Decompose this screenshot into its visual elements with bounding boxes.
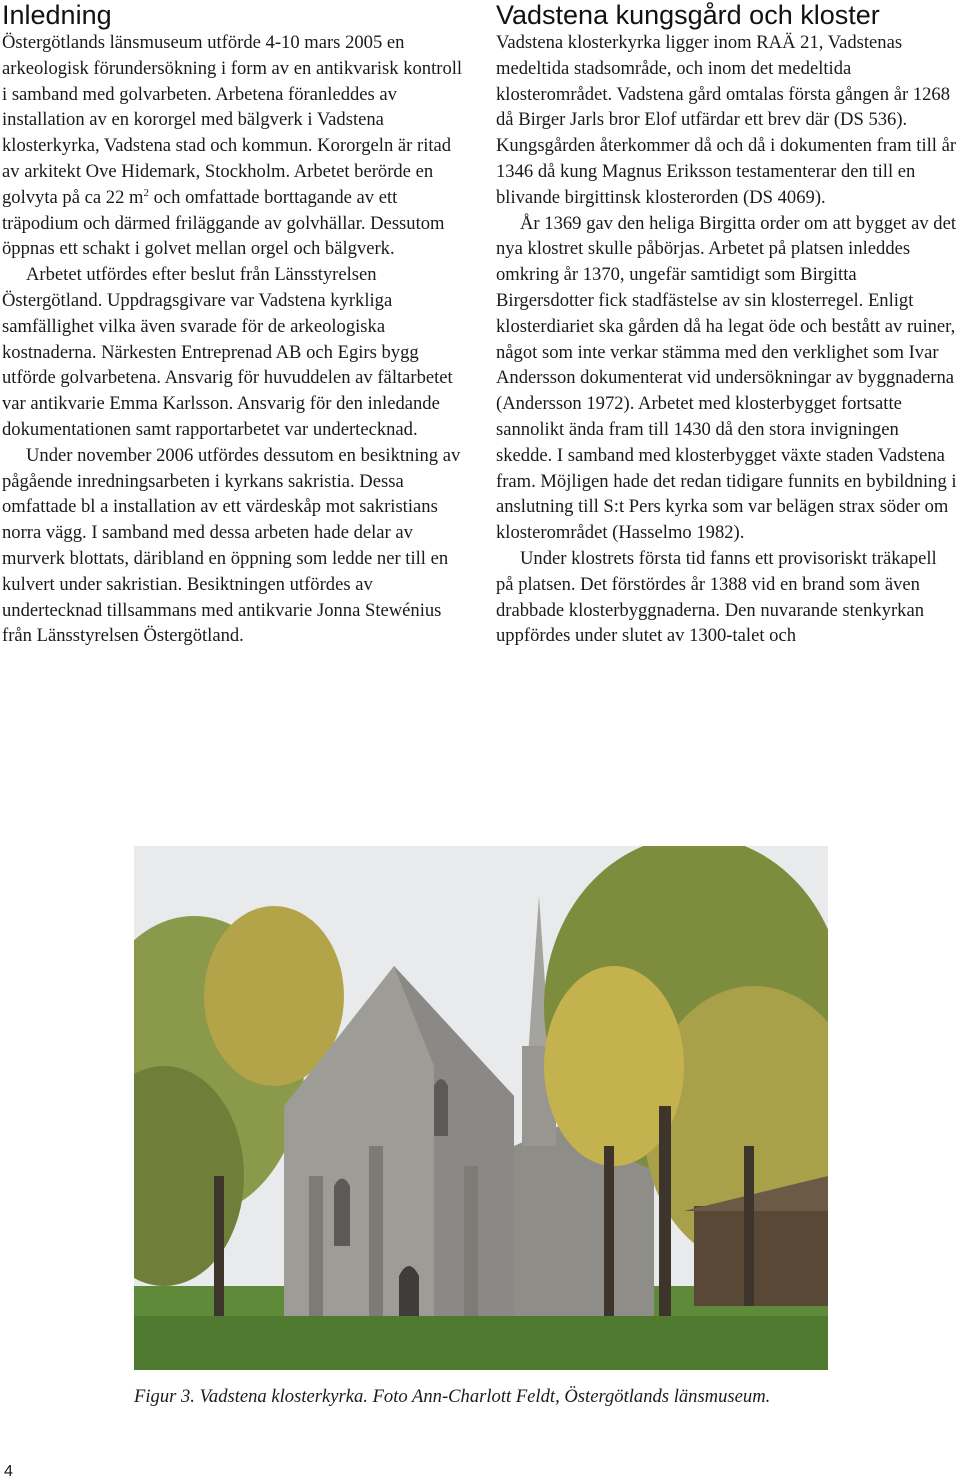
superscript-2: 2 [143, 186, 149, 199]
paragraph-3: Under november 2006 utfördes dessutom en besiktning av pågående inredningsarbeten i kyrkans sakristia. Dessa omfattade bl a installation av ett värdeskåp mot sakristians norra vägg. I samband med dessa arbeten hade delar av murverk blottats, däribland en öppning som ledde ner till en kulvert under sakristian. Besiktningen utfördes av undertecknad tillsammans med antikvarie Jonna Stewénius från Länsstyrelsen Östergötland. [2, 444, 461, 647]
paragraph-1-text: Östergötlands länsmuseum utförde 4-10 mars 2005 en arkeologisk förundersökning i form av en antikvarisk kontroll i samband med golvarbeten. Arbetena föranleddes av installation av en kororgel med bälgverk i Vadstena klosterkyrka, Vadstena stad och kommun. Kororgeln är ritad av arkitekt Ove Hidemark, Stockholm. Arbetet berörde en golvyta på ca 22 m [2, 32, 463, 208]
paragraph-r2: År 1369 gav den heliga Birgitta order om att bygget av det nya klostret skulle påbörjas. Arbetet på platsen inleddes omkring år 1370, ungefär samtidigt som Birgitta Birgersdotter fick stadfästelse av sin klosterregel. Enligt klosterdiariet ska gården då ha legat öde och bestått av ruiner, något som inte verkar stämma med den verklighet som Ivar Andersson dokumenterat vid undersökningar av byggnaderna (Andersson 1972). Arbetet med klosterbygget fortsatte sannolikt ända fram till 1430 då den stora invigningen skedde. I samband med klosterbygget växte staden Vadstena fram. Möjligen hade det redan tidigare funnits en bybildning i anslutning till S:t Pers kyrka som var belägen strax söder om klosterområdet (Hasselmo 1982). [496, 212, 957, 544]
figure-caption: Figur 3. Vadstena klosterkyrka. Foto Ann-Charlott Feldt, Östergötlands länsmuseum. [134, 1386, 771, 1407]
section-heading-kungsgard: Vadstena kungsgård och kloster [496, 0, 880, 30]
right-column [496, 0, 958, 649]
paragraph-r1: Vadstena klosterkyrka ligger inom RAÄ 21, Vadstenas medeltida stadsområde, och inom det medeltida klosterområdet. Vadstena gård omtalas första gången år 1268 då Birger Jarls bror Elof utfärdar ett brev där (DS 536). Kungsgården återkommer då och då i dokumenten fram till år 1346 då kung Magnus Eriksson testamenterar den till en blivande birgittinsk klosterorden (DS 4069). [496, 32, 957, 208]
section-heading-inledning: Inledning [2, 0, 112, 30]
paragraph-2: Arbetet utfördes efter beslut från Länsstyrelsen Östergötland. Uppdragsgivare var Vadstena kyrkliga samfällighet vilka även svarade för de arkeologiska kostnaderna. Närkesten Entreprenad AB och Egirs bygg utförde golvarbetena. Ansvarig för huvuddelen av fältarbetet var antikvarie Emma Karlsson. Ansvarig för den inledande dokumentationen samt rapportarbetet var undertecknad. [2, 264, 453, 440]
paragraph-1-cont: och omfattade borttagande av ett träpodium och därmed friläggande av golvhällar. Dessutom öppnas ett schakt i golvet mellan orgel och bälgverk. [2, 186, 445, 260]
left-column [2, 0, 464, 649]
paragraph-r3: Under klostrets första tid fanns ett provisoriskt träkapell på platsen. Det förstördes år 1388 vid en brand som även drabbade klosterbyggnaderna. Den nuvarande stenkyrkan uppfördes under slutet av 1300-talet och [496, 547, 937, 647]
page-number: 4 [4, 1463, 13, 1480]
church-photo-illustration [134, 846, 828, 1370]
paragraph-1 [2, 30, 464, 262]
church-photo [134, 846, 828, 1370]
